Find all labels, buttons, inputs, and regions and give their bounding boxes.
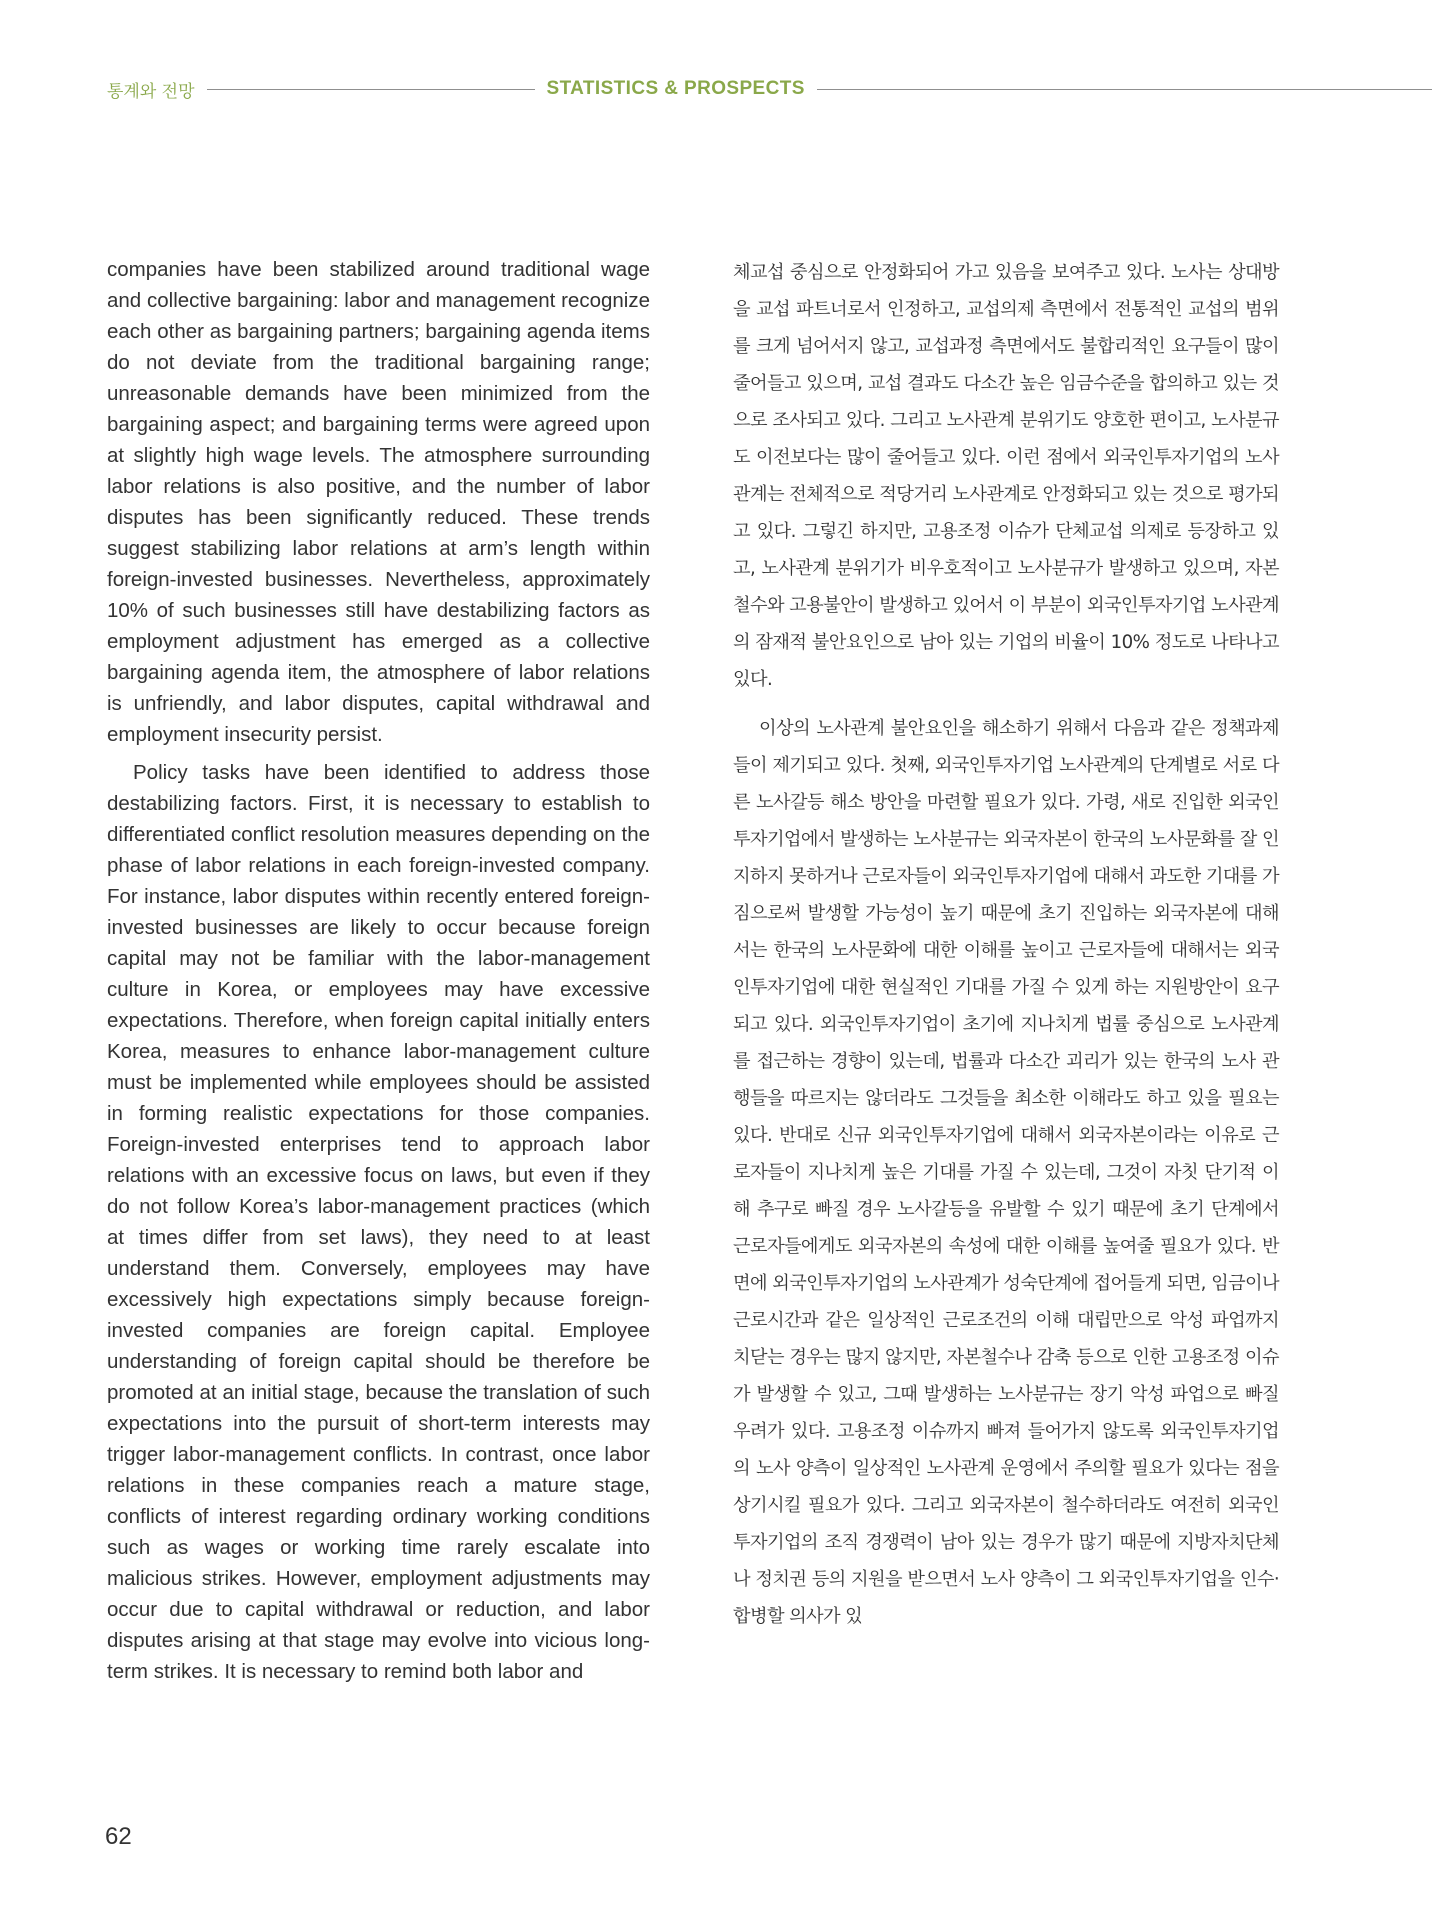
header-korean-title: 통계와 전망	[107, 81, 195, 102]
header-rule-right	[817, 89, 1432, 90]
header-english-title: STATISTICS & PROSPECTS	[546, 78, 805, 99]
english-paragraph-2: Policy tasks have been identified to address those destabilizing factors. First, it is necessary to establish to differentiated conflict resolution measures depending on the phase of labor relations in each foreign-invested company. For instance, labor disputes within recently entered foreign-invested businesses are likely to occur because foreign capital may not be familiar with the labor-management culture in Korea, or employees may have excessive expectations. Therefore, when foreign capital initially enters Korea, measures to enhance labor-management culture must be implemented while employees should be assisted in forming realistic expectations for those companies. Foreign-invested enterprises tend to approach labor relations with an excessive focus on laws, but even if they do not follow Korea’s labor-management practices (which at times differ from set laws), they need to at least understand them. Conversely, employees may have excessively high expectations simply because foreign-invested companies are foreign capital. Employee understanding of foreign capital should be therefore be promoted at an initial stage, because the translation of such expectations into the pursuit of short-term interests may trigger labor-management conflicts. In contrast, once labor relations in these companies reach a mature stage, conflicts of interest regarding ordinary working conditions such as wages or working time rarely escalate into malicious strikes. However, employment adjustments may occur due to capital withdrawal or reduction, and labor disputes arising at that stage may evolve into vicious long-term strikes. It is necessary to remind both labor and	[107, 761, 650, 1683]
english-column	[107, 254, 650, 1687]
korean-paragraph-2: 이상의 노사관계 불안요인을 해소하기 위해서 다음과 같은 정책과제들이 제기되고 있다. 첫째, 외국인투자기업 노사관계의 단계별로 서로 다른 노사갈등 해소 방안을 마련할 필요가 있다. 가령, 새로 진입한 외국인투자기업에서 발생하는 노사분규는 외국자본이 한국의 노사문화를 잘 인지하지 못하거나 근로자들이 외국인투자기업에 대해서 과도한 기대를 가짐으로써 발생할 가능성이 높기 때문에 초기 진입하는 외국자본에 대해서는 한국의 노사문화에 대한 이해를 높이고 근로자들에 대해서는 외국인투자기업에 대한 현실적인 기대를 가질 수 있게 하는 지원방안이 요구되고 있다. 외국인투자기업이 초기에 지나치게 법률 중심으로 노사관계를 접근하는 경향이 있는데, 법률과 다소간 괴리가 있는 한국의 노사 관행들을 따르지는 않더라도 그것들을 최소한 이해라도 하고 있을 필요는 있다. 반대로 신규 외국인투자기업에 대해서 외국자본이라는 이유로 근로자들이 지나치게 높은 기대를 가질 수 있는데, 그것이 자칫 단기적 이해 추구로 빠질 경우 노사갈등을 유발할 수 있기 때문에 초기 단계에서 근로자들에게도 외국자본의 속성에 대한 이해를 높여줄 필요가 있다. 반면에 외국인투자기업의 노사관계가 성숙단계에 접어들게 되면, 임금이나 근로시간과 같은 일상적인 근로조건의 이해 대립만으로 악성 파업까지 치닫는 경우는 많지 않지만, 자본철수나 감축 등으로 인한 고용조정 이슈가 발생할 수 있고, 그때 발생하는 노사분규는 장기 악성 파업으로 빠질 우려가 있다. 고용조정 이슈까지 빠져 들어가지 않도록 외국인투자기업의 노사 양측이 일상적인 노사관계 운영에서 주의할 필요가 있다는 점을 상기시킬 필요가 있다. 그리고 외국자본이 철수하더라도 여전히 외국인투자기업의 조직 경쟁력이 남아 있는 경우가 많기 때문에 지방자치단체나 정치권 등의 지원을 받으면서 노사 양측이 그 외국인투자기업을 인수·합병할 의사가 있	[733, 718, 1279, 1627]
header-rule-left	[207, 89, 535, 90]
korean-column	[733, 254, 1279, 1635]
english-paragraph-1: companies have been stabilized around traditional wage and collective bargaining: labor and management recognize each other as bargaining partners; bargaining agenda items do not deviate from the traditional bargaining range; unreasonable demands have been minimized from the bargaining aspect; and bargaining terms were agreed upon at slightly high wage levels. The atmosphere surrounding labor relations is also positive, and the number of labor disputes has been significantly reduced. These trends suggest stabilizing labor relations at arm’s length within foreign-invested businesses. Nevertheless, approximately 10% of such businesses still have destabilizing factors as employment adjustment has emerged as a collective bargaining agenda item, the atmosphere of labor relations is unfriendly, and labor disputes, capital withdrawal and employment insecurity persist.	[107, 258, 650, 746]
running-header	[107, 76, 1432, 102]
page-number: 62	[105, 1823, 132, 1850]
korean-paragraph-1: 체교섭 중심으로 안정화되어 가고 있음을 보여주고 있다. 노사는 상대방을 교섭 파트너로서 인정하고, 교섭의제 측면에서 전통적인 교섭의 범위를 크게 넘어서지 않고, 교섭과정 측면에서도 불합리적인 요구들이 많이 줄어들고 있으며, 교섭 결과도 다소간 높은 임금수준을 합의하고 있는 것으로 조사되고 있다. 그리고 노사관계 분위기도 양호한 편이고, 노사분규도 이전보다는 많이 줄어들고 있다. 이런 점에서 외국인투자기업의 노사관계는 전체적으로 적당거리 노사관계로 안정화되고 있는 것으로 평가되고 있다. 그렇긴 하지만, 고용조정 이슈가 단체교섭 의제로 등장하고 있고, 노사관계 분위기가 비우호적이고 노사분규가 발생하고 있으며, 자본철수와 고용불안이 발생하고 있어서 이 부분이 외국인투자기업 노사관계의 잠재적 불안요인으로 남아 있는 기업의 비율이 10% 정도로 나타나고 있다.	[733, 262, 1279, 690]
